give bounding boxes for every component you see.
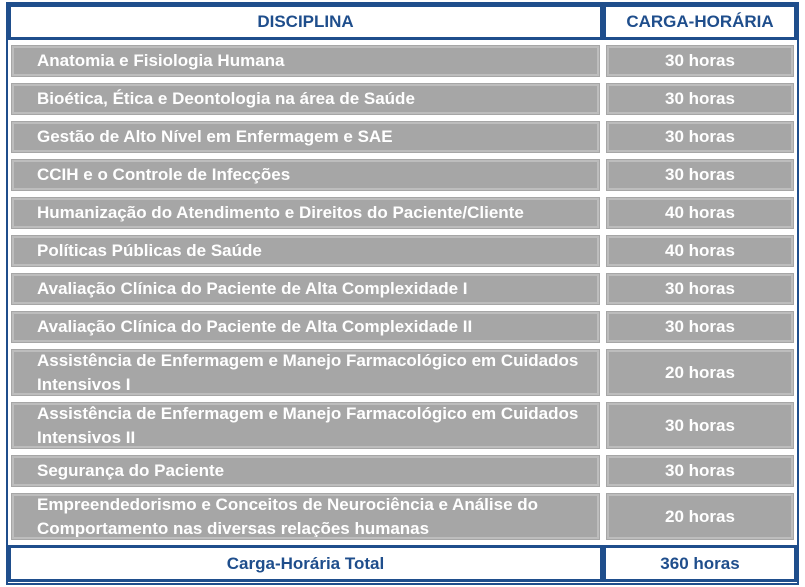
hours-cell: 30 horas xyxy=(603,118,797,156)
table-row xyxy=(0,118,805,156)
header-hours: CARGA-HORÁRIA xyxy=(603,4,797,40)
hours-cell: 20 horas xyxy=(603,346,797,399)
table-row xyxy=(0,346,805,399)
table-row xyxy=(0,80,805,118)
table-row xyxy=(0,452,805,490)
hours-cell: 30 horas xyxy=(603,452,797,490)
table-footer-row xyxy=(0,545,805,582)
table-row xyxy=(0,490,805,543)
discipline-cell: Anatomia e Fisiologia Humana xyxy=(8,42,603,80)
discipline-cell: Assistência de Enfermagem e Manejo Farmacológico em Cuidados Intensivos II xyxy=(8,399,603,452)
header-discipline: DISCIPLINA xyxy=(8,4,603,40)
hours-cell: 30 horas xyxy=(603,399,797,452)
total-hours: 360 horas xyxy=(603,545,797,582)
discipline-cell: Bioética, Ética e Deontologia na área de Saúde xyxy=(8,80,603,118)
discipline-cell: Segurança do Paciente xyxy=(8,452,603,490)
hours-cell: 30 horas xyxy=(603,270,797,308)
hours-cell: 40 horas xyxy=(603,232,797,270)
discipline-cell: Assistência de Enfermagem e Manejo Farmacológico em Cuidados Intensivos I xyxy=(8,346,603,399)
discipline-cell: Humanização do Atendimento e Direitos do Paciente/Cliente xyxy=(8,194,603,232)
discipline-cell: Gestão de Alto Nível em Enfermagem e SAE xyxy=(8,118,603,156)
table-row xyxy=(0,270,805,308)
hours-cell: 20 horas xyxy=(603,490,797,543)
hours-cell: 30 horas xyxy=(603,80,797,118)
discipline-cell: Avaliação Clínica do Paciente de Alta Complexidade I xyxy=(8,270,603,308)
discipline-cell: Políticas Públicas de Saúde xyxy=(8,232,603,270)
table-row xyxy=(0,194,805,232)
table-row xyxy=(0,399,805,452)
hours-cell: 30 horas xyxy=(603,42,797,80)
table-row xyxy=(0,156,805,194)
table-header-row xyxy=(0,4,805,40)
table-row xyxy=(0,42,805,80)
discipline-cell: Empreendedorismo e Conceitos de Neurociência e Análise do Comportamento nas diversas relações humanas xyxy=(8,490,603,543)
table-row xyxy=(0,232,805,270)
hours-cell: 40 horas xyxy=(603,194,797,232)
discipline-cell: CCIH e o Controle de Infecções xyxy=(8,156,603,194)
table-row xyxy=(0,308,805,346)
hours-cell: 30 horas xyxy=(603,308,797,346)
total-label: Carga-Horária Total xyxy=(8,545,603,582)
discipline-cell: Avaliação Clínica do Paciente de Alta Complexidade II xyxy=(8,308,603,346)
hours-cell: 30 horas xyxy=(603,156,797,194)
